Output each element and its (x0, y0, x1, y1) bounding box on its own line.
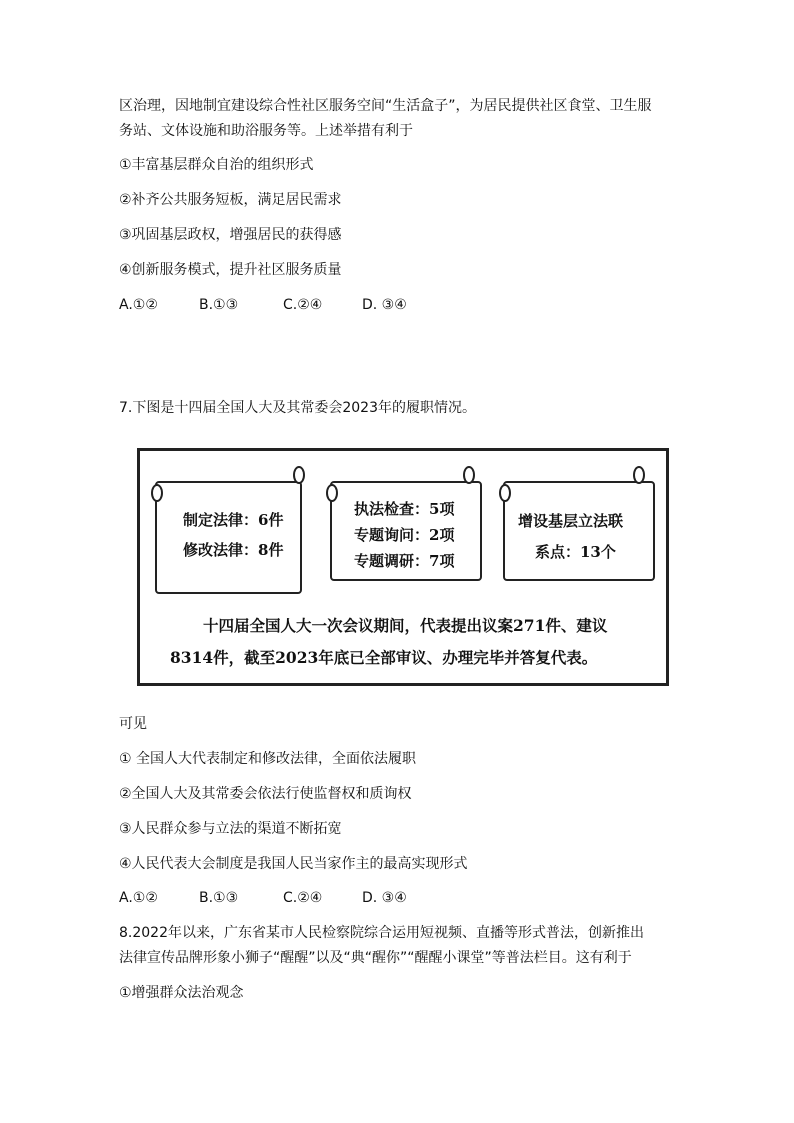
scroll-legislative-contact-line2: 系点：13个 (535, 543, 616, 561)
q6-item-2: ②补齐公共服务短板，满足居民需求 (119, 192, 342, 208)
scroll-legislative-contact-line1: 增设基层立法联 (518, 512, 624, 530)
scroll-curl-icon (463, 466, 475, 484)
figure-summary-line1: 十四届全国人大一次会议期间，代表提出议案271件、建议 (203, 616, 608, 635)
q7-lead: 可见 (119, 716, 147, 732)
q6-option-d: D. ③④ (362, 297, 407, 313)
scroll-curl-icon (293, 466, 305, 484)
q6-option-b: B.①③ (199, 297, 239, 313)
q7-item-4: ④人民代表大会制度是我国人民当家作主的最高实现形式 (119, 856, 468, 872)
q6-item-1: ①丰富基层群众自治的组织形式 (119, 157, 314, 173)
scroll-laws-line2: 修改法律：8件 (183, 541, 284, 559)
q7-item-1: ① 全国人大代表制定和修改法律，全面依法履职 (119, 751, 416, 767)
scroll-curl-icon (151, 484, 163, 502)
q7-stem: 7.下图是十四届全国人大及其常委会2023年的履职情况。 (119, 400, 476, 416)
scroll-supervision-line3: 专题调研：7项 (354, 552, 455, 570)
q8-stem-line1: 8.2022年以来，广东省某市人民检察院综合运用短视频、直播等形式普法，创新推出 (119, 925, 644, 941)
q7-item-3: ③人民群众参与立法的渠道不断拓宽 (119, 821, 342, 837)
scroll-supervision-line1: 执法检查：5项 (354, 500, 455, 518)
q7-option-d: D. ③④ (362, 890, 407, 906)
q8-stem-line2: 法律宣传品牌形象小狮子“醒醒”以及“典“醒你”“醒醒小课堂”等普法栏目。这有利于 (119, 950, 632, 966)
q6-stem-line1: 区治理，因地制宜建设综合性社区服务空间“生活盒子”，为居民提供社区食堂、卫生服 (119, 98, 652, 114)
scroll-curl-icon (499, 484, 511, 502)
q6-item-4: ④创新服务模式，提升社区服务质量 (119, 262, 342, 278)
scroll-supervision-line2: 专题询问：2项 (354, 526, 455, 544)
q7-item-2: ②全国人大及其常委会依法行使监督权和质询权 (119, 786, 412, 802)
q6-item-3: ③巩固基层政权，增强居民的获得感 (119, 227, 342, 243)
q6-option-c: C.②④ (283, 297, 323, 313)
figure-summary-line2: 8314件，截至2023年底已全部审议、办理完毕并答复代表。 (170, 648, 598, 667)
q8-item-1: ①增强群众法治观念 (119, 985, 244, 1001)
npc-performance-figure (137, 448, 669, 686)
scroll-laws-line1: 制定法律：6件 (183, 511, 284, 529)
q7-option-a: A.①② (119, 890, 158, 906)
q7-options (119, 888, 407, 908)
scroll-curl-icon (326, 484, 338, 502)
scroll-curl-icon (633, 466, 645, 484)
q6-stem-line2: 务站、文体设施和助浴服务等。上述举措有利于 (119, 123, 413, 139)
q7-option-b: B.①③ (199, 890, 239, 906)
q6-option-a: A.①② (119, 297, 158, 313)
q6-options (119, 295, 407, 315)
q7-option-c: C.②④ (283, 890, 323, 906)
